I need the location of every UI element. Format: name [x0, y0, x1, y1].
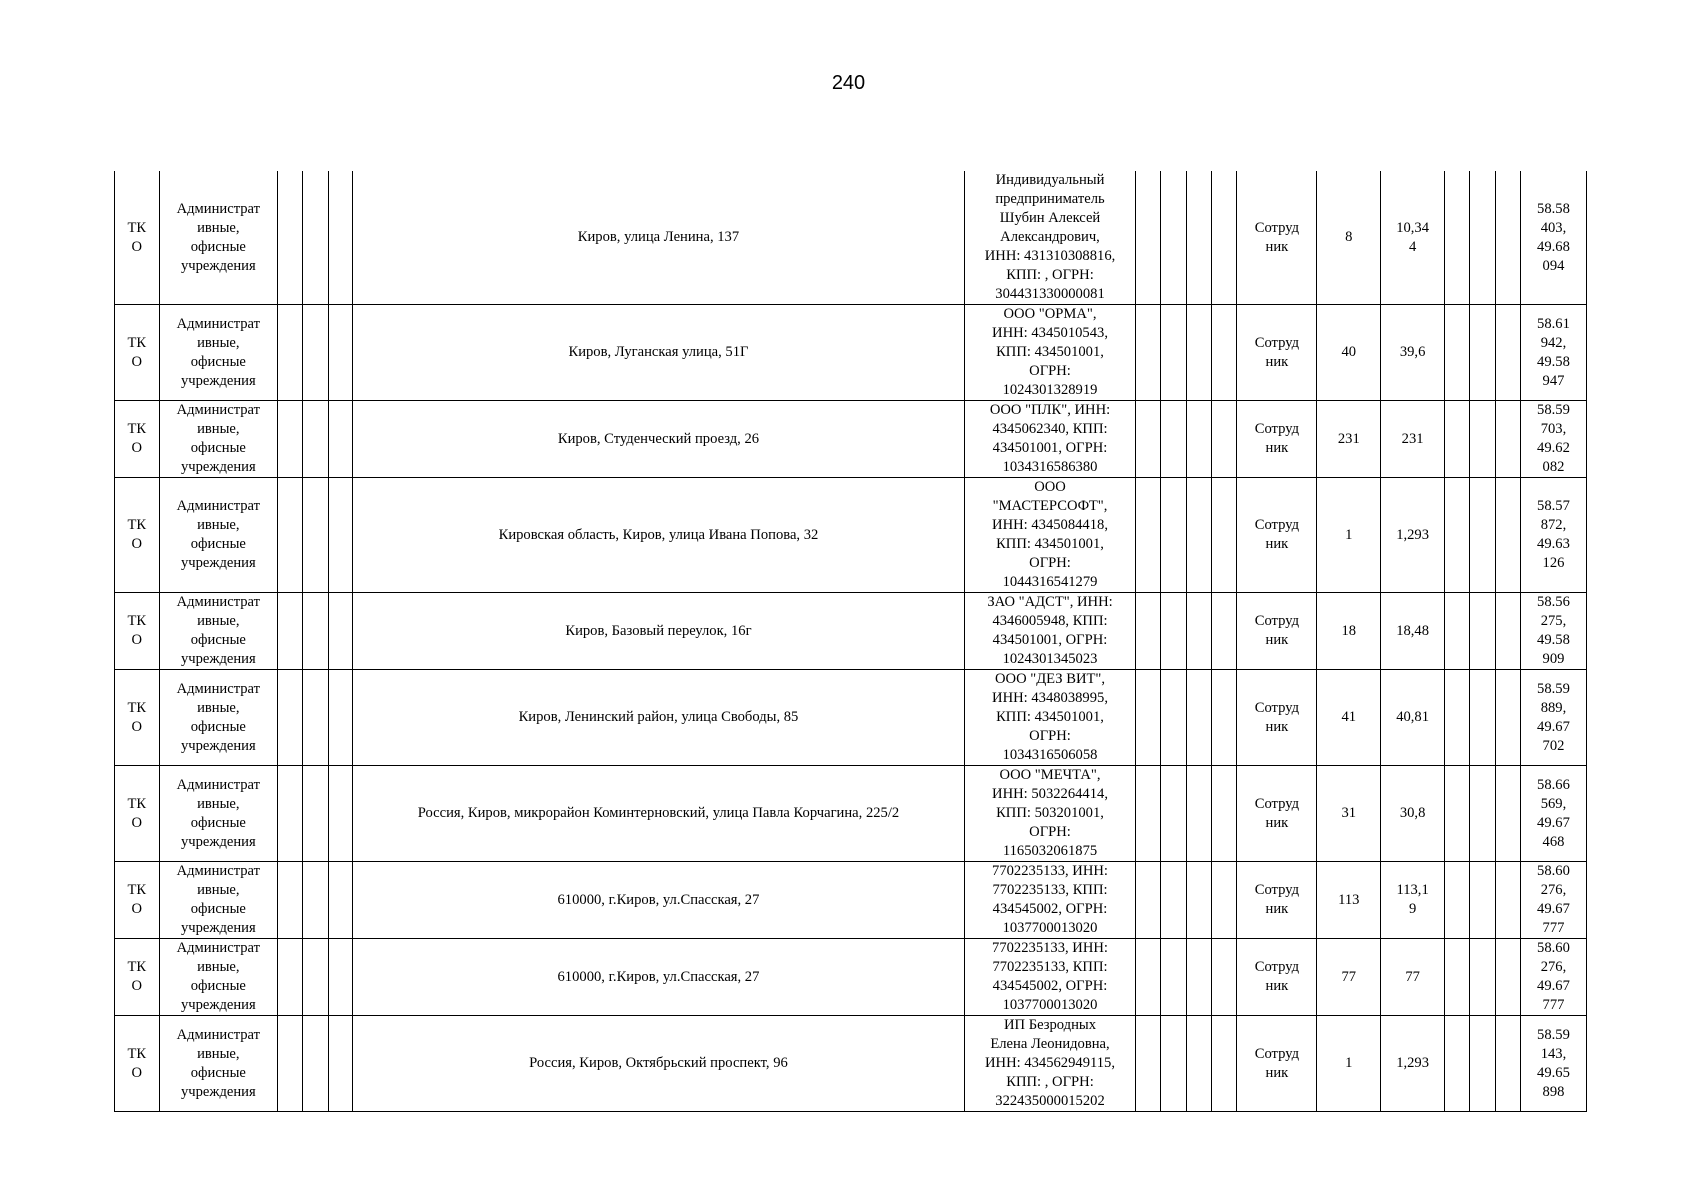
table-row: [115, 593, 1587, 670]
empty-cell: [1136, 1016, 1161, 1112]
category-cell: Администрат ивные, офисные учреждения: [159, 305, 278, 401]
empty-cell: [1161, 478, 1186, 593]
waste-sources-table: [114, 171, 1587, 1112]
table-row: [115, 766, 1587, 862]
empty-cell: [303, 670, 328, 766]
category-cell: Администрат ивные, офисные учреждения: [159, 171, 278, 305]
empty-cell: [1470, 1016, 1495, 1112]
table-row: [115, 862, 1587, 939]
empty-cell: [1161, 766, 1186, 862]
category-cell: Администрат ивные, офисные учреждения: [159, 766, 278, 862]
empty-cell: [278, 670, 303, 766]
count-cell: 113: [1317, 862, 1381, 939]
empty-cell: [1186, 939, 1211, 1016]
source-cell: Сотруд ник: [1237, 305, 1317, 401]
empty-cell: [1470, 670, 1495, 766]
empty-cell: [278, 1016, 303, 1112]
empty-cell: [1212, 766, 1237, 862]
empty-cell: [1212, 478, 1237, 593]
empty-cell: [1212, 401, 1237, 478]
category-cell: Администрат ивные, офисные учреждения: [159, 593, 278, 670]
empty-cell: [1161, 401, 1186, 478]
waste-type-cell: ТК О: [115, 593, 160, 670]
volume-cell: 1,293: [1381, 478, 1445, 593]
empty-cell: [1470, 171, 1495, 305]
empty-cell: [1445, 1016, 1470, 1112]
empty-cell: [1495, 766, 1520, 862]
empty-cell: [1186, 1016, 1211, 1112]
empty-cell: [278, 939, 303, 1016]
volume-cell: 18,48: [1381, 593, 1445, 670]
empty-cell: [1445, 766, 1470, 862]
source-cell: Сотруд ник: [1237, 593, 1317, 670]
empty-cell: [303, 401, 328, 478]
coordinates-cell: 58.58 403, 49.68 094: [1520, 171, 1586, 305]
address-cell: Киров, улица Ленина, 137: [353, 171, 965, 305]
empty-cell: [1136, 478, 1161, 593]
empty-cell: [1470, 478, 1495, 593]
waste-type-cell: ТК О: [115, 939, 160, 1016]
empty-cell: [328, 478, 352, 593]
volume-cell: 30,8: [1381, 766, 1445, 862]
table-row: [115, 478, 1587, 593]
empty-cell: [1470, 862, 1495, 939]
address-cell: 610000, г.Киров, ул.Спасская, 27: [353, 862, 965, 939]
empty-cell: [1161, 670, 1186, 766]
source-cell: Сотруд ник: [1237, 766, 1317, 862]
empty-cell: [1445, 939, 1470, 1016]
table-row: [115, 939, 1587, 1016]
empty-cell: [1495, 939, 1520, 1016]
empty-cell: [328, 862, 352, 939]
owner-cell: 7702235133, ИНН: 7702235133, КПП: 434545002, ОГРН: 1037700013020: [964, 939, 1135, 1016]
coordinates-cell: 58.59 703, 49.62 082: [1520, 401, 1586, 478]
empty-cell: [303, 593, 328, 670]
table-row: [115, 1016, 1587, 1112]
empty-cell: [1136, 766, 1161, 862]
address-cell: 610000, г.Киров, ул.Спасская, 27: [353, 939, 965, 1016]
empty-cell: [303, 171, 328, 305]
owner-cell: ИП Безродных Елена Леонидовна, ИНН: 434562949115, КПП: , ОГРН: 322435000015202: [964, 1016, 1135, 1112]
empty-cell: [1186, 670, 1211, 766]
empty-cell: [1495, 593, 1520, 670]
empty-cell: [328, 305, 352, 401]
empty-cell: [278, 766, 303, 862]
empty-cell: [328, 766, 352, 862]
count-cell: 77: [1317, 939, 1381, 1016]
source-cell: Сотруд ник: [1237, 478, 1317, 593]
address-cell: Киров, Луганская улица, 51Г: [353, 305, 965, 401]
empty-cell: [278, 862, 303, 939]
waste-type-cell: ТК О: [115, 766, 160, 862]
empty-cell: [278, 305, 303, 401]
empty-cell: [328, 593, 352, 670]
empty-cell: [1212, 1016, 1237, 1112]
owner-cell: 7702235133, ИНН: 7702235133, КПП: 434545002, ОГРН: 1037700013020: [964, 862, 1135, 939]
owner-cell: ООО "МАСТЕРСОФТ", ИНН: 4345084418, КПП: 434501001, ОГРН: 1044316541279: [964, 478, 1135, 593]
coordinates-cell: 58.56 275, 49.58 909: [1520, 593, 1586, 670]
waste-type-cell: ТК О: [115, 171, 160, 305]
table-row: [115, 305, 1587, 401]
empty-cell: [1136, 670, 1161, 766]
category-cell: Администрат ивные, офисные учреждения: [159, 862, 278, 939]
empty-cell: [1212, 305, 1237, 401]
category-cell: Администрат ивные, офисные учреждения: [159, 939, 278, 1016]
empty-cell: [1136, 401, 1161, 478]
empty-cell: [1470, 593, 1495, 670]
owner-cell: ООО "ПЛК", ИНН: 4345062340, КПП: 434501001, ОГРН: 1034316586380: [964, 401, 1135, 478]
empty-cell: [328, 939, 352, 1016]
empty-cell: [1445, 171, 1470, 305]
empty-cell: [1161, 171, 1186, 305]
empty-cell: [1186, 766, 1211, 862]
empty-cell: [328, 670, 352, 766]
volume-cell: 113,1 9: [1381, 862, 1445, 939]
address-cell: Россия, Киров, микрорайон Коминтерновский, улица Павла Корчагина, 225/2: [353, 766, 965, 862]
empty-cell: [278, 171, 303, 305]
waste-type-cell: ТК О: [115, 670, 160, 766]
source-cell: Сотруд ник: [1237, 171, 1317, 305]
coordinates-cell: 58.59 889, 49.67 702: [1520, 670, 1586, 766]
page-number: 240: [831, 72, 866, 94]
address-cell: Киров, Базовый переулок, 16г: [353, 593, 965, 670]
address-cell: Кировская область, Киров, улица Ивана Попова, 32: [353, 478, 965, 593]
category-cell: Администрат ивные, офисные учреждения: [159, 401, 278, 478]
empty-cell: [1161, 305, 1186, 401]
empty-cell: [1445, 401, 1470, 478]
empty-cell: [1186, 171, 1211, 305]
coordinates-cell: 58.60 276, 49.67 777: [1520, 862, 1586, 939]
waste-type-cell: ТК О: [115, 862, 160, 939]
empty-cell: [1161, 939, 1186, 1016]
empty-cell: [1186, 305, 1211, 401]
count-cell: 1: [1317, 1016, 1381, 1112]
empty-cell: [1470, 401, 1495, 478]
source-cell: Сотруд ник: [1237, 1016, 1317, 1112]
empty-cell: [1495, 670, 1520, 766]
category-cell: Администрат ивные, офисные учреждения: [159, 1016, 278, 1112]
empty-cell: [1495, 401, 1520, 478]
empty-cell: [1212, 171, 1237, 305]
address-cell: Киров, Студенческий проезд, 26: [353, 401, 965, 478]
empty-cell: [303, 862, 328, 939]
empty-cell: [303, 1016, 328, 1112]
empty-cell: [1212, 862, 1237, 939]
empty-cell: [1470, 305, 1495, 401]
empty-cell: [1495, 171, 1520, 305]
volume-cell: 77: [1381, 939, 1445, 1016]
empty-cell: [1186, 593, 1211, 670]
owner-cell: Индивидуальный предприниматель Шубин Алексей Александрович, ИНН: 431310308816, КПП: , ОГРН: 304431330000081: [964, 171, 1135, 305]
count-cell: 41: [1317, 670, 1381, 766]
count-cell: 231: [1317, 401, 1381, 478]
empty-cell: [303, 766, 328, 862]
owner-cell: ЗАО "АДСТ", ИНН: 4346005948, КПП: 434501001, ОГРН: 1024301345023: [964, 593, 1135, 670]
table-row: [115, 171, 1587, 305]
empty-cell: [278, 478, 303, 593]
empty-cell: [1495, 862, 1520, 939]
volume-cell: 231: [1381, 401, 1445, 478]
count-cell: 1: [1317, 478, 1381, 593]
empty-cell: [1445, 593, 1470, 670]
empty-cell: [1212, 593, 1237, 670]
count-cell: 8: [1317, 171, 1381, 305]
empty-cell: [1445, 478, 1470, 593]
source-cell: Сотруд ник: [1237, 862, 1317, 939]
source-cell: Сотруд ник: [1237, 670, 1317, 766]
empty-cell: [1445, 862, 1470, 939]
empty-cell: [1212, 939, 1237, 1016]
count-cell: 40: [1317, 305, 1381, 401]
empty-cell: [1470, 766, 1495, 862]
empty-cell: [1445, 670, 1470, 766]
coordinates-cell: 58.66 569, 49.67 468: [1520, 766, 1586, 862]
source-cell: Сотруд ник: [1237, 401, 1317, 478]
empty-cell: [1186, 862, 1211, 939]
category-cell: Администрат ивные, офисные учреждения: [159, 478, 278, 593]
empty-cell: [1136, 862, 1161, 939]
empty-cell: [1495, 478, 1520, 593]
empty-cell: [1186, 478, 1211, 593]
address-cell: Киров, Ленинский район, улица Свободы, 85: [353, 670, 965, 766]
empty-cell: [328, 401, 352, 478]
owner-cell: ООО "ОРМА", ИНН: 4345010543, КПП: 434501001, ОГРН: 1024301328919: [964, 305, 1135, 401]
empty-cell: [1136, 939, 1161, 1016]
empty-cell: [1136, 305, 1161, 401]
empty-cell: [303, 939, 328, 1016]
category-cell: Администрат ивные, офисные учреждения: [159, 670, 278, 766]
count-cell: 18: [1317, 593, 1381, 670]
empty-cell: [278, 593, 303, 670]
empty-cell: [303, 478, 328, 593]
owner-cell: ООО "МЕЧТА", ИНН: 5032264414, КПП: 503201001, ОГРН: 1165032061875: [964, 766, 1135, 862]
empty-cell: [1445, 305, 1470, 401]
waste-type-cell: ТК О: [115, 478, 160, 593]
volume-cell: 39,6: [1381, 305, 1445, 401]
source-cell: Сотруд ник: [1237, 939, 1317, 1016]
empty-cell: [1161, 862, 1186, 939]
empty-cell: [1186, 401, 1211, 478]
coordinates-cell: 58.61 942, 49.58 947: [1520, 305, 1586, 401]
table-row: [115, 401, 1587, 478]
coordinates-cell: 58.57 872, 49.63 126: [1520, 478, 1586, 593]
table-row: [115, 670, 1587, 766]
coordinates-cell: 58.60 276, 49.67 777: [1520, 939, 1586, 1016]
waste-type-cell: ТК О: [115, 401, 160, 478]
empty-cell: [278, 401, 303, 478]
address-cell: Россия, Киров, Октябрьский проспект, 96: [353, 1016, 965, 1112]
owner-cell: ООО "ДЕЗ ВИТ", ИНН: 4348038995, КПП: 434501001, ОГРН: 1034316506058: [964, 670, 1135, 766]
empty-cell: [1161, 593, 1186, 670]
empty-cell: [1136, 593, 1161, 670]
empty-cell: [1470, 939, 1495, 1016]
empty-cell: [1495, 1016, 1520, 1112]
count-cell: 31: [1317, 766, 1381, 862]
volume-cell: 40,81: [1381, 670, 1445, 766]
empty-cell: [1212, 670, 1237, 766]
empty-cell: [1136, 171, 1161, 305]
volume-cell: 10,34 4: [1381, 171, 1445, 305]
waste-type-cell: ТК О: [115, 305, 160, 401]
empty-cell: [1495, 305, 1520, 401]
empty-cell: [1161, 1016, 1186, 1112]
waste-type-cell: ТК О: [115, 1016, 160, 1112]
volume-cell: 1,293: [1381, 1016, 1445, 1112]
empty-cell: [303, 305, 328, 401]
empty-cell: [328, 1016, 352, 1112]
empty-cell: [328, 171, 352, 305]
coordinates-cell: 58.59 143, 49.65 898: [1520, 1016, 1586, 1112]
